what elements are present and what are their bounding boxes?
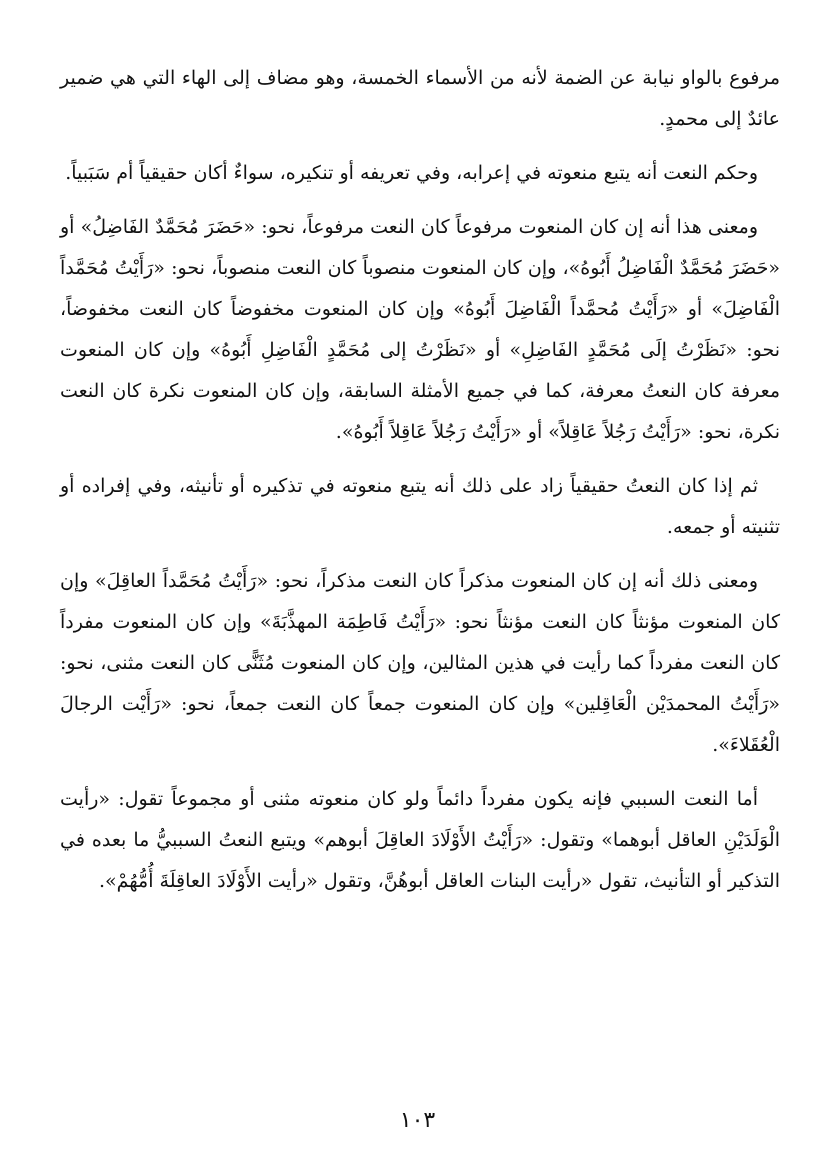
paragraph-causal-adjective: أما النعت السببي فإنه يكون مفرداً دائماً ولو كان منعوته مثنى أو مجموعاً تقول: «رأيت الْوَلَدَيْنِ العاقل أبوهما» وتقول: «رَأَيْتُ الأَوْلَادَ العاقِلَ أبوهم» ويتبع النعتُ السببيُّ ما بعده في التذكير أو التأنيث، تقول «رأيت البنات العاقل أبوهُنَّ، وتقول «رأيت الأَوْلَادَ العاقِلَةَ أُمُّهُمْ». xyxy=(60,788,780,892)
paragraph-real-adjective: ثم إذا كان النعتُ حقيقياً زاد على ذلك أنه يتبع منعوته في تذكيره أو تأنيثه، وفي إفراده أو تثنيته أو جمعه. xyxy=(60,475,780,538)
page-body xyxy=(60,58,780,915)
paragraph-agreement-case: ومعنى هذا أنه إن كان المنعوت مرفوعاً كان النعت مرفوعاً، نحو: «حَضَرَ مُحَمَّدٌ الفَاضِلُ» أو «حَضَرَ مُحَمَّدٌ الْفَاضِلُ أَبُوهُ»، وإن كان المنعوت منصوباً كان النعت منصوباً، نحو: «رَأَيْتُ مُحَمَّداً الْفَاضِلَ» أو «رَأَيْتُ مُحمَّداً الْفَاضِلَ أَبُوهُ» وإن كان المنعوت مخفوضاً كان النعت مخفوضاً، نحو: «نَظَرْتُ إلَى مُحَمَّدٍ الفَاضِلِ» أو «نَظَرْتُ إلى مُحَمَّدٍ الْفَاضِلِ أَبُوهُ» وإن كان المنعوت معرفة كان النعتُ معرفة، كما في جميع الأمثلة السابقة، وإن كان المنعوت نكرة كان النعت نكرة، نحو: «رَأَيْتُ رَجُلاً عَاقِلاً» أو «رَأَيْتُ رَجُلاً عَاقِلاً أَبُوهُ». xyxy=(60,216,780,443)
paragraph-gender-number: ومعنى ذلك أنه إن كان المنعوت مذكراً كان النعت مذكراً، نحو: «رَأَيْتُ مُحَمَّداً العاقِلَ» وإن كان المنعوت مؤنثاً كان النعت مؤنثاً نحو: «رَأَيْتُ فَاطِمَة المهذَّبَةَ» وإن كان المنعوت مفرداً كان النعت مفرداً كما رأيت في هذين المثالين، وإن كان المنعوت مُثَنًّى كان النعت مثنى، نحو: «رَأَيْتُ المحمدَيْن الْعَاقِلين» وإن كان المنعوت جمعاً كان النعت جمعاً، نحو: «رَأَيْت الرجالَ الْعُقَلاءَ». xyxy=(60,570,780,756)
page-number: ١٠٣ xyxy=(399,1108,436,1133)
paragraph-rule: وحكم النعت أنه يتبع منعوته في إعرابه، وفي تعريفه أو تنكيره، سواءٌ أكان حقيقياً أم سَبَبياً. xyxy=(65,162,758,184)
paragraph-continuation: مرفوع بالواو نيابة عن الضمة لأنه من الأسماء الخمسة، وهو مضاف إلى الهاء التي هي ضمير عائدٌ إلى محمدٍ. xyxy=(60,67,780,130)
